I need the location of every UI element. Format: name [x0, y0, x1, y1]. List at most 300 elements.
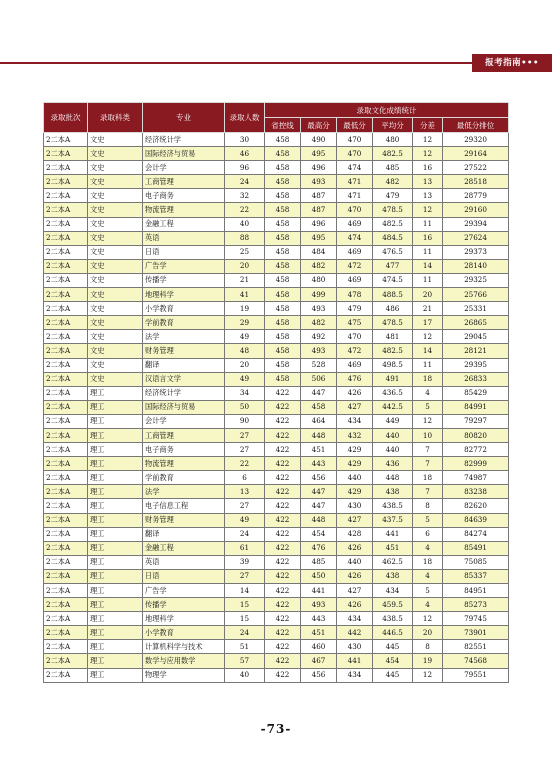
cell-count: 41 — [225, 288, 265, 302]
cell-diff: 12 — [413, 612, 443, 626]
table-row — [44, 175, 509, 189]
cell-category: 文史 — [88, 147, 143, 161]
header-min: 最低分 — [337, 118, 373, 133]
cell-control: 458 — [265, 217, 301, 231]
cell-major: 物流管理 — [143, 203, 225, 217]
admission-table — [43, 102, 509, 683]
table-row — [44, 626, 509, 640]
cell-control: 422 — [265, 569, 301, 583]
cell-avg: 442.5 — [373, 400, 413, 414]
cell-rank: 25331 — [443, 302, 509, 316]
cell-diff: 21 — [413, 302, 443, 316]
cell-max: 441 — [301, 584, 337, 598]
cell-avg: 451 — [373, 541, 413, 555]
cell-major: 电子信息工程 — [143, 499, 225, 513]
cell-control: 422 — [265, 668, 301, 682]
cell-rank: 80820 — [443, 428, 509, 442]
cell-count: 15 — [225, 598, 265, 612]
cell-count: 13 — [225, 485, 265, 499]
cell-min: 469 — [337, 358, 373, 372]
header-max: 最高分 — [301, 118, 337, 133]
cell-major: 地理科学 — [143, 288, 225, 302]
table-row — [44, 457, 509, 471]
cell-control: 422 — [265, 513, 301, 527]
cell-min: 426 — [337, 569, 373, 583]
cell-min: 428 — [337, 527, 373, 541]
cell-category: 理工 — [88, 513, 143, 527]
cell-rank: 28779 — [443, 189, 509, 203]
cell-category: 文史 — [88, 372, 143, 386]
cell-count: 27 — [225, 428, 265, 442]
table-row — [44, 302, 509, 316]
cell-max: 499 — [301, 288, 337, 302]
cell-min: 434 — [337, 414, 373, 428]
cell-count: 96 — [225, 161, 265, 175]
cell-min: 470 — [337, 133, 373, 147]
cell-rank: 29325 — [443, 273, 509, 287]
cell-batch: 2二本A — [44, 400, 88, 414]
cell-max: 492 — [301, 330, 337, 344]
cell-rank: 28140 — [443, 259, 509, 273]
cell-avg: 436 — [373, 457, 413, 471]
cell-min: 474 — [337, 231, 373, 245]
cell-major: 会计学 — [143, 161, 225, 175]
cell-count: 61 — [225, 541, 265, 555]
cell-min: 434 — [337, 668, 373, 682]
cell-control: 458 — [265, 133, 301, 147]
cell-batch: 2二本A — [44, 161, 88, 175]
cell-batch: 2二本A — [44, 541, 88, 555]
cell-avg: 485 — [373, 161, 413, 175]
table-body — [44, 133, 509, 683]
cell-max: 495 — [301, 231, 337, 245]
admission-table-container — [43, 102, 508, 683]
cell-max: 456 — [301, 471, 337, 485]
cell-max: 467 — [301, 654, 337, 668]
table-row — [44, 161, 509, 175]
cell-diff: 20 — [413, 626, 443, 640]
cell-min: 471 — [337, 189, 373, 203]
cell-batch: 2二本A — [44, 471, 88, 485]
cell-major: 翻译 — [143, 358, 225, 372]
cell-diff: 7 — [413, 485, 443, 499]
cell-major: 数学与应用数学 — [143, 654, 225, 668]
cell-category: 文史 — [88, 203, 143, 217]
cell-max: 458 — [301, 400, 337, 414]
cell-avg: 488.5 — [373, 288, 413, 302]
cell-avg: 454 — [373, 654, 413, 668]
cell-count: 50 — [225, 400, 265, 414]
cell-diff: 12 — [413, 147, 443, 161]
table-row — [44, 259, 509, 273]
cell-rank: 26833 — [443, 372, 509, 386]
cell-major: 电子商务 — [143, 443, 225, 457]
cell-max: 496 — [301, 161, 337, 175]
cell-count: 88 — [225, 231, 265, 245]
cell-max: 487 — [301, 203, 337, 217]
cell-max: 485 — [301, 555, 337, 569]
cell-batch: 2二本A — [44, 330, 88, 344]
cell-batch: 2二本A — [44, 555, 88, 569]
cell-category: 理工 — [88, 443, 143, 457]
cell-min: 426 — [337, 541, 373, 555]
cell-count: 49 — [225, 330, 265, 344]
cell-count: 32 — [225, 189, 265, 203]
cell-batch: 2二本A — [44, 414, 88, 428]
cell-min: 474 — [337, 161, 373, 175]
cell-category: 文史 — [88, 231, 143, 245]
cell-control: 458 — [265, 330, 301, 344]
cell-count: 24 — [225, 626, 265, 640]
header-avg: 平均分 — [373, 118, 413, 133]
cell-major: 英语 — [143, 555, 225, 569]
cell-major: 工商管理 — [143, 175, 225, 189]
cell-max: 487 — [301, 189, 337, 203]
cell-diff: 10 — [413, 428, 443, 442]
header-category: 录取科类 — [88, 103, 143, 133]
cell-avg: 480 — [373, 133, 413, 147]
cell-max: 443 — [301, 612, 337, 626]
cell-diff: 6 — [413, 527, 443, 541]
cell-rank: 85429 — [443, 386, 509, 400]
cell-count: 27 — [225, 569, 265, 583]
cell-max: 447 — [301, 499, 337, 513]
cell-diff: 4 — [413, 386, 443, 400]
table-row — [44, 189, 509, 203]
cell-count: 19 — [225, 302, 265, 316]
cell-diff: 11 — [413, 217, 443, 231]
cell-avg: 449 — [373, 414, 413, 428]
cell-batch: 2二本A — [44, 203, 88, 217]
cell-batch: 2二本A — [44, 231, 88, 245]
cell-batch: 2二本A — [44, 499, 88, 513]
cell-category: 理工 — [88, 541, 143, 555]
cell-max: 480 — [301, 273, 337, 287]
cell-min: 434 — [337, 612, 373, 626]
header-batch: 录取批次 — [44, 103, 88, 133]
cell-category: 理工 — [88, 640, 143, 654]
cell-rank: 82620 — [443, 499, 509, 513]
table-row — [44, 654, 509, 668]
cell-major: 法学 — [143, 485, 225, 499]
cell-batch: 2二本A — [44, 358, 88, 372]
cell-max: 464 — [301, 414, 337, 428]
cell-avg: 498.5 — [373, 358, 413, 372]
cell-avg: 474.5 — [373, 273, 413, 287]
cell-control: 422 — [265, 400, 301, 414]
cell-batch: 2二本A — [44, 457, 88, 471]
cell-avg: 477 — [373, 259, 413, 273]
cell-major: 汉语言文学 — [143, 372, 225, 386]
cell-avg: 438.5 — [373, 499, 413, 513]
header-major: 专业 — [143, 103, 225, 133]
cell-max: 450 — [301, 569, 337, 583]
cell-category: 文史 — [88, 330, 143, 344]
cell-major: 学前教育 — [143, 316, 225, 330]
cell-diff: 5 — [413, 513, 443, 527]
cell-min: 470 — [337, 330, 373, 344]
cell-min: 441 — [337, 654, 373, 668]
cell-rank: 29394 — [443, 217, 509, 231]
cell-category: 文史 — [88, 133, 143, 147]
cell-count: 57 — [225, 654, 265, 668]
cell-diff: 18 — [413, 471, 443, 485]
cell-max: 528 — [301, 358, 337, 372]
cell-max: 451 — [301, 626, 337, 640]
cell-rank: 84274 — [443, 527, 509, 541]
cell-major: 计算机科学与技术 — [143, 640, 225, 654]
cell-major: 电子商务 — [143, 189, 225, 203]
cell-count: 48 — [225, 344, 265, 358]
cell-min: 429 — [337, 485, 373, 499]
cell-min: 476 — [337, 372, 373, 386]
cell-control: 422 — [265, 598, 301, 612]
cell-control: 458 — [265, 302, 301, 316]
cell-max: 493 — [301, 598, 337, 612]
table-row — [44, 569, 509, 583]
cell-batch: 2二本A — [44, 175, 88, 189]
cell-major: 广告学 — [143, 584, 225, 598]
cell-count: 15 — [225, 612, 265, 626]
cell-avg: 462.5 — [373, 555, 413, 569]
cell-rank: 74568 — [443, 654, 509, 668]
cell-avg: 479 — [373, 189, 413, 203]
cell-control: 458 — [265, 161, 301, 175]
cell-diff: 20 — [413, 288, 443, 302]
cell-avg: 438 — [373, 569, 413, 583]
cell-major: 日语 — [143, 569, 225, 583]
cell-count: 6 — [225, 471, 265, 485]
cell-category: 文史 — [88, 189, 143, 203]
cell-min: 432 — [337, 428, 373, 442]
cell-category: 理工 — [88, 386, 143, 400]
cell-diff: 5 — [413, 584, 443, 598]
cell-count: 27 — [225, 499, 265, 513]
cell-control: 422 — [265, 640, 301, 654]
cell-category: 文史 — [88, 302, 143, 316]
cell-category: 文史 — [88, 273, 143, 287]
cell-max: 443 — [301, 457, 337, 471]
cell-diff: 8 — [413, 499, 443, 513]
cell-avg: 445 — [373, 640, 413, 654]
cell-major: 金融工程 — [143, 541, 225, 555]
cell-diff: 8 — [413, 640, 443, 654]
cell-major: 广告学 — [143, 259, 225, 273]
cell-avg: 482.5 — [373, 147, 413, 161]
cell-category: 理工 — [88, 612, 143, 626]
table-row — [44, 485, 509, 499]
cell-count: 39 — [225, 555, 265, 569]
cell-major: 小学教育 — [143, 302, 225, 316]
cell-control: 458 — [265, 189, 301, 203]
cell-rank: 28121 — [443, 344, 509, 358]
cell-avg: 434 — [373, 584, 413, 598]
table-row — [44, 147, 509, 161]
cell-major: 会计学 — [143, 414, 225, 428]
cell-count: 49 — [225, 372, 265, 386]
cell-diff: 12 — [413, 133, 443, 147]
cell-major: 物理学 — [143, 668, 225, 682]
table-row — [44, 499, 509, 513]
cell-min: 427 — [337, 513, 373, 527]
cell-rank: 26865 — [443, 316, 509, 330]
table-row — [44, 414, 509, 428]
cell-count: 30 — [225, 133, 265, 147]
cell-count: 24 — [225, 527, 265, 541]
cell-diff: 4 — [413, 541, 443, 555]
cell-major: 地理科学 — [143, 612, 225, 626]
table-row — [44, 358, 509, 372]
cell-control: 422 — [265, 541, 301, 555]
cell-control: 458 — [265, 147, 301, 161]
cell-count: 22 — [225, 203, 265, 217]
cell-diff: 12 — [413, 330, 443, 344]
table-row — [44, 217, 509, 231]
cell-avg: 491 — [373, 372, 413, 386]
cell-avg: 446.5 — [373, 626, 413, 640]
cell-min: 440 — [337, 555, 373, 569]
cell-max: 493 — [301, 175, 337, 189]
cell-diff: 12 — [413, 414, 443, 428]
cell-count: 29 — [225, 316, 265, 330]
cell-count: 25 — [225, 245, 265, 259]
cell-diff: 19 — [413, 654, 443, 668]
table-row — [44, 612, 509, 626]
cell-max: 451 — [301, 443, 337, 457]
table-row — [44, 598, 509, 612]
cell-batch: 2二本A — [44, 527, 88, 541]
cell-category: 理工 — [88, 584, 143, 598]
cell-avg: 459.5 — [373, 598, 413, 612]
cell-rank: 73901 — [443, 626, 509, 640]
cell-min: 469 — [337, 273, 373, 287]
cell-control: 458 — [265, 344, 301, 358]
cell-diff: 14 — [413, 344, 443, 358]
cell-major: 小学教育 — [143, 626, 225, 640]
cell-major: 国际经济与贸易 — [143, 400, 225, 414]
cell-control: 422 — [265, 457, 301, 471]
table-row — [44, 288, 509, 302]
cell-rank: 29395 — [443, 358, 509, 372]
cell-batch: 2二本A — [44, 245, 88, 259]
cell-batch: 2二本A — [44, 189, 88, 203]
cell-diff: 18 — [413, 372, 443, 386]
cell-count: 90 — [225, 414, 265, 428]
cell-major: 国际经济与贸易 — [143, 147, 225, 161]
cell-category: 理工 — [88, 527, 143, 541]
cell-batch: 2二本A — [44, 569, 88, 583]
cell-min: 427 — [337, 400, 373, 414]
cell-category: 文史 — [88, 175, 143, 189]
cell-batch: 2二本A — [44, 584, 88, 598]
cell-diff: 11 — [413, 358, 443, 372]
cell-batch: 2二本A — [44, 372, 88, 386]
cell-batch: 2二本A — [44, 344, 88, 358]
cell-max: 447 — [301, 485, 337, 499]
cell-major: 法学 — [143, 330, 225, 344]
table-row — [44, 443, 509, 457]
cell-diff: 14 — [413, 259, 443, 273]
cell-batch: 2二本A — [44, 302, 88, 316]
cell-rank: 85491 — [443, 541, 509, 555]
table-row — [44, 344, 509, 358]
cell-rank: 82551 — [443, 640, 509, 654]
cell-count: 22 — [225, 457, 265, 471]
header-rule — [0, 62, 552, 64]
table-row — [44, 330, 509, 344]
cell-control: 422 — [265, 428, 301, 442]
cell-min: 430 — [337, 499, 373, 513]
table-row — [44, 668, 509, 682]
cell-batch: 2二本A — [44, 668, 88, 682]
cell-rank: 84951 — [443, 584, 509, 598]
cell-control: 458 — [265, 273, 301, 287]
cell-avg: 448 — [373, 471, 413, 485]
cell-rank: 27624 — [443, 231, 509, 245]
cell-category: 文史 — [88, 288, 143, 302]
cell-rank: 84991 — [443, 400, 509, 414]
table-header — [44, 103, 509, 133]
table-row — [44, 386, 509, 400]
page-number: -73- — [260, 722, 292, 736]
cell-category: 理工 — [88, 569, 143, 583]
cell-category: 理工 — [88, 626, 143, 640]
cell-major: 学前教育 — [143, 471, 225, 485]
cell-min: 430 — [337, 640, 373, 654]
cell-rank: 29320 — [443, 133, 509, 147]
cell-avg: 441 — [373, 527, 413, 541]
cell-max: 493 — [301, 302, 337, 316]
cell-rank: 29045 — [443, 330, 509, 344]
cell-min: 429 — [337, 457, 373, 471]
header-rank: 最低分排位 — [443, 118, 509, 133]
cell-avg: 476.5 — [373, 245, 413, 259]
table-row — [44, 640, 509, 654]
table-row — [44, 527, 509, 541]
table-row — [44, 513, 509, 527]
cell-max: 490 — [301, 133, 337, 147]
cell-control: 458 — [265, 203, 301, 217]
cell-control: 422 — [265, 654, 301, 668]
cell-category: 文史 — [88, 217, 143, 231]
section-tag: 报考指南••• — [472, 54, 552, 72]
cell-diff: 13 — [413, 175, 443, 189]
cell-diff: 12 — [413, 203, 443, 217]
cell-category: 文史 — [88, 344, 143, 358]
cell-control: 422 — [265, 485, 301, 499]
cell-diff: 13 — [413, 189, 443, 203]
table-row — [44, 428, 509, 442]
cell-avg: 440 — [373, 428, 413, 442]
cell-max: 456 — [301, 668, 337, 682]
cell-min: 469 — [337, 245, 373, 259]
cell-min: 471 — [337, 175, 373, 189]
cell-category: 理工 — [88, 499, 143, 513]
cell-batch: 2二本A — [44, 273, 88, 287]
cell-min: 478 — [337, 288, 373, 302]
cell-control: 458 — [265, 358, 301, 372]
cell-category: 理工 — [88, 555, 143, 569]
table-row — [44, 316, 509, 330]
cell-control: 422 — [265, 471, 301, 485]
table-row — [44, 541, 509, 555]
cell-category: 理工 — [88, 598, 143, 612]
cell-avg: 440 — [373, 443, 413, 457]
cell-min: 472 — [337, 344, 373, 358]
table-row — [44, 245, 509, 259]
cell-batch: 2二本A — [44, 598, 88, 612]
cell-avg: 478.5 — [373, 203, 413, 217]
